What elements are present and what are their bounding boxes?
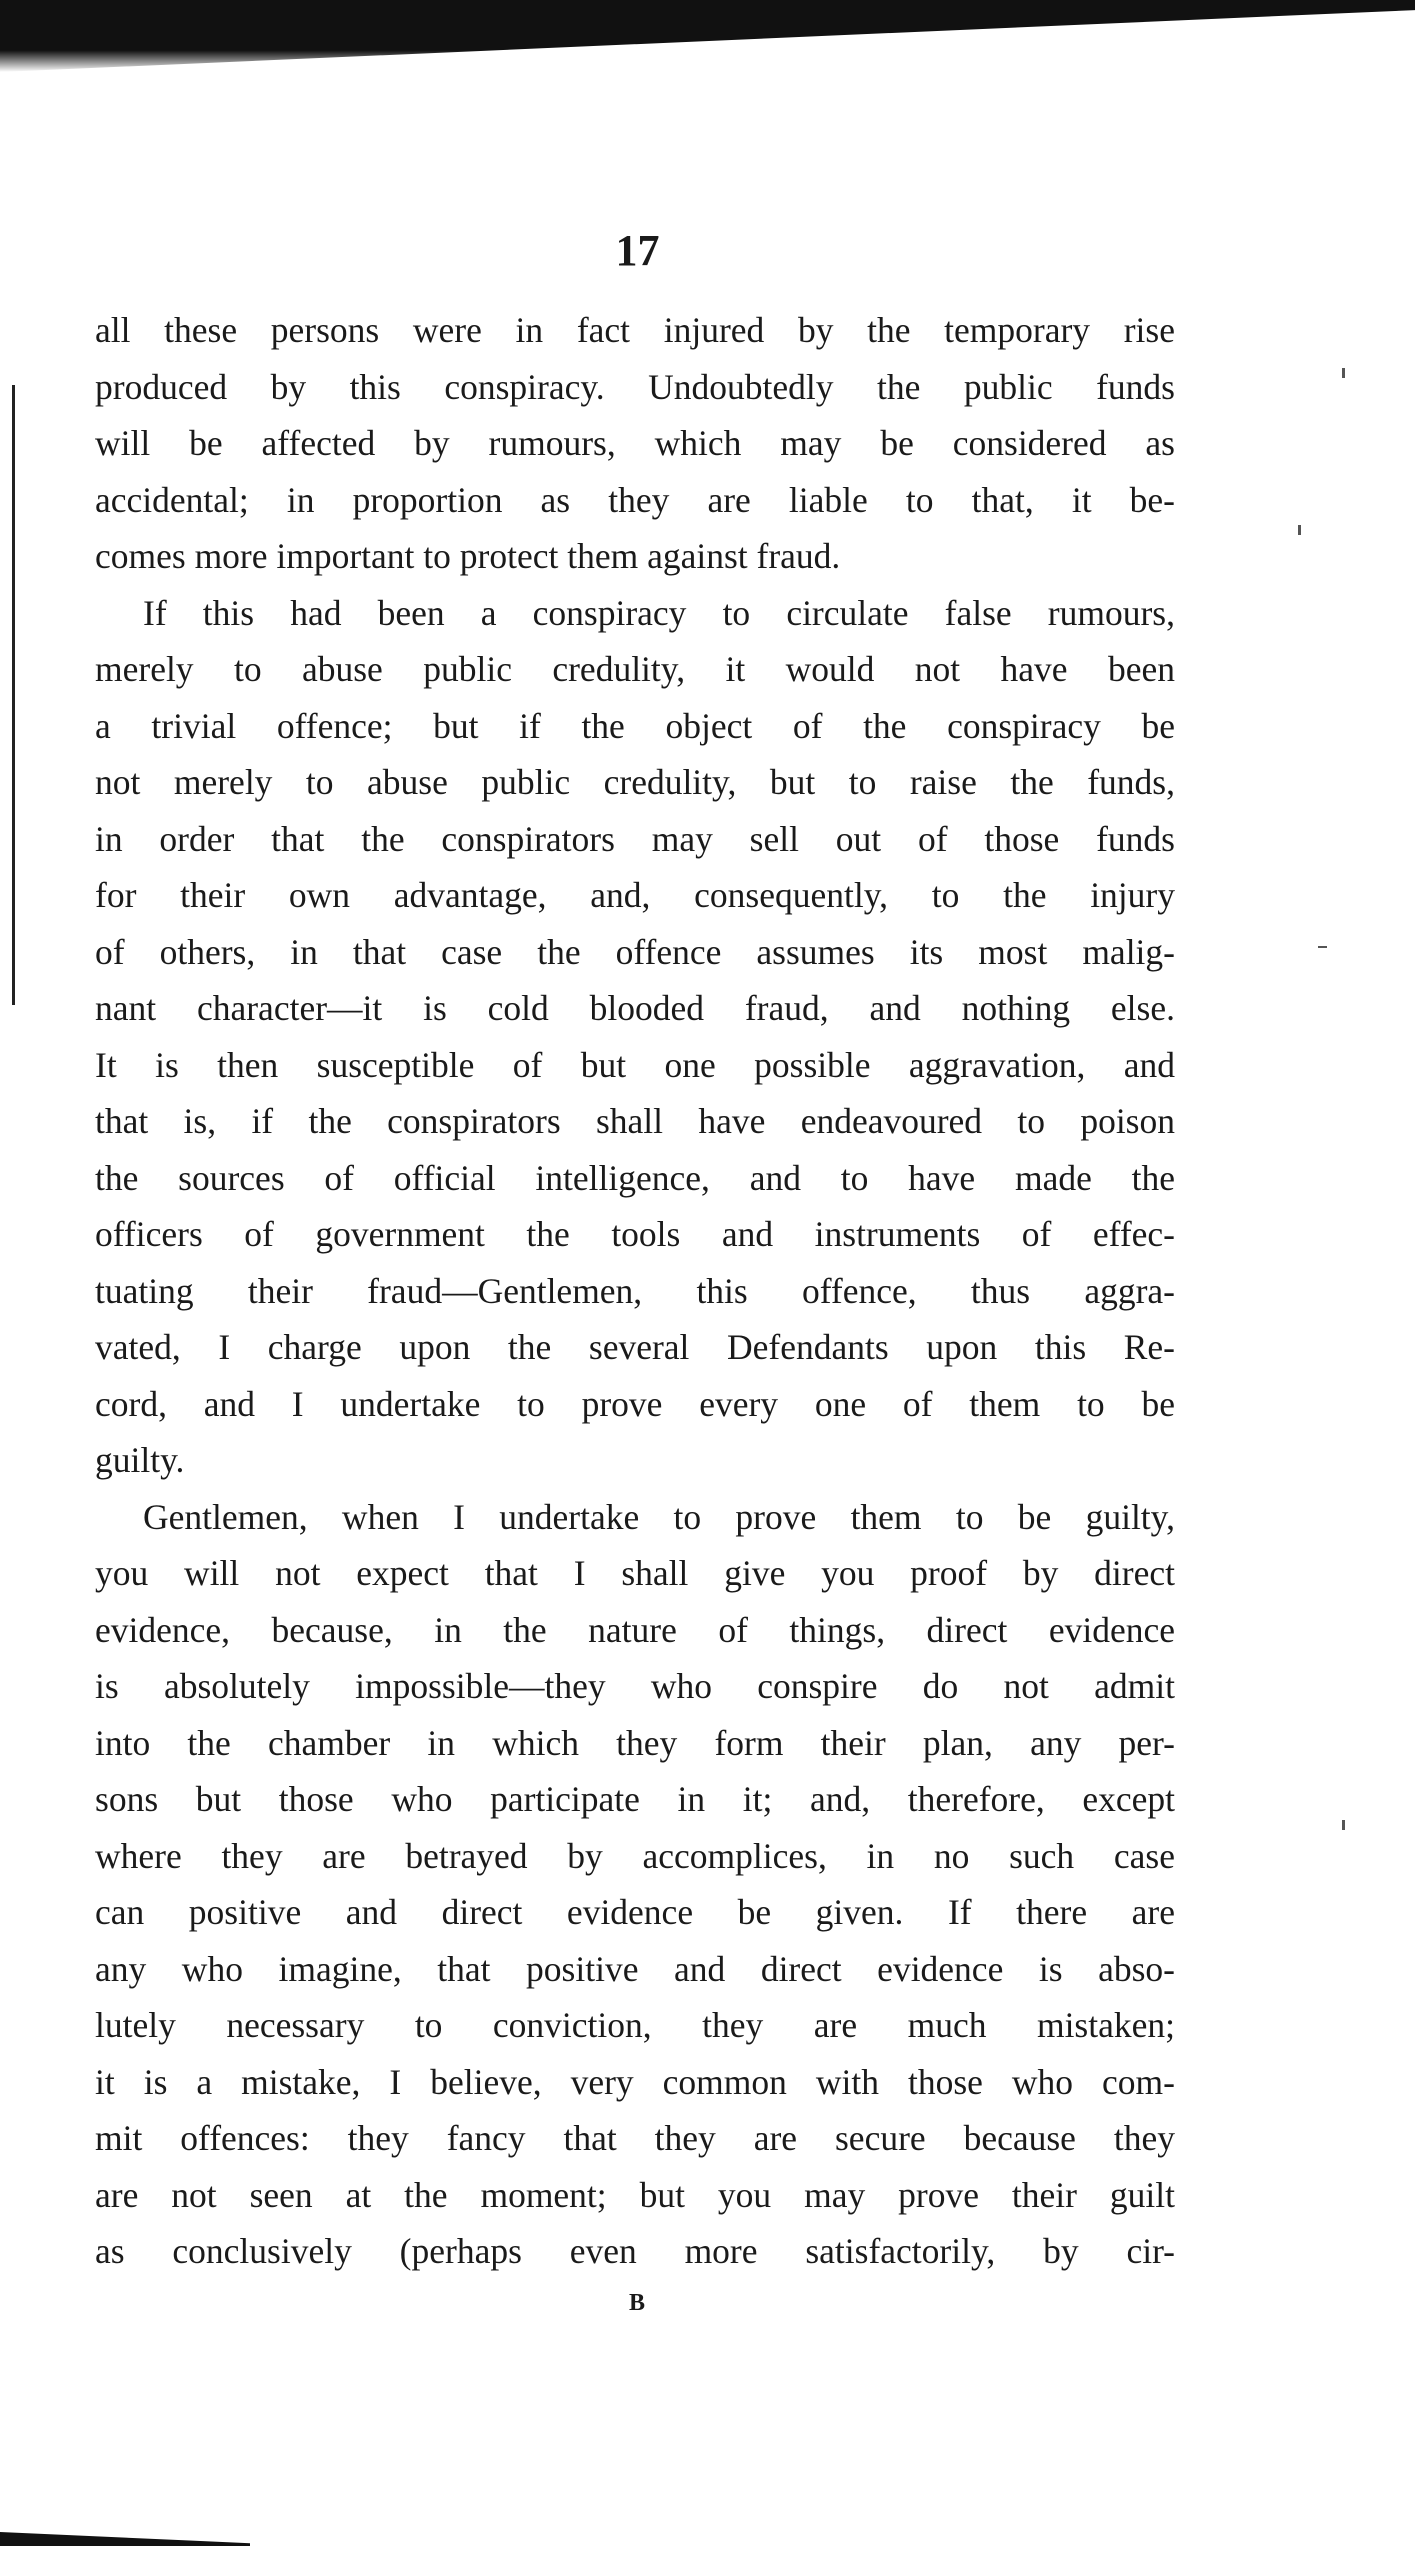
text-line: lutely necessary to conviction, they are much mistaken; (95, 2005, 1175, 2045)
text-line: of others, in that case the offence assumes its most malig- (95, 931, 1175, 972)
text-line: any who imagine, that positive and direct evidence is abso- (95, 1948, 1175, 1989)
text-line: that is, if the conspirators shall have endeavoured to poison (95, 1101, 1175, 1141)
text-line: vated, I charge upon the several Defendants upon this Re- (95, 1327, 1175, 1367)
text-line: will be affected by rumours, which may be considered as (95, 423, 1175, 463)
scan-speck (1298, 525, 1301, 535)
text-line: comes more important to protect them against fraud. (95, 536, 841, 576)
text-line: into the chamber in which they form their plan, any per- (95, 1722, 1175, 1763)
text-line: It is then susceptible of but one possible aggravation, and (95, 1044, 1175, 1085)
text-line: sons but those who participate in it; and, therefore, except (95, 1779, 1175, 1819)
text-line: a trivial offence; but if the object of the conspiracy be (95, 705, 1175, 746)
text-line: guilty. (95, 1440, 185, 1480)
text-line: for their own advantage, and, consequently, to the injury (95, 875, 1175, 915)
text-line: all these persons were in fact injured by the temporary rise (95, 310, 1175, 350)
text-line: merely to abuse public credulity, it would not have been (95, 649, 1175, 689)
scan-speck (1318, 946, 1327, 948)
text-line: cord, and I undertake to prove every one of them to be (95, 1383, 1175, 1424)
text-line: in order that the conspirators may sell out of those funds (95, 818, 1175, 859)
text-line: it is a mistake, I believe, very common with those who com- (95, 2061, 1175, 2102)
text-line: accidental; in proportion as they are liable to that, it be- (95, 479, 1175, 520)
text-line: the sources of official intelligence, and to have made the (95, 1157, 1175, 1198)
text-line: If this had been a conspiracy to circulate false rumours, (143, 592, 1175, 633)
text-line: not merely to abuse public credulity, but to raise the funds, (95, 762, 1175, 802)
text-line: is absolutely impossible—they who conspire do not admit (95, 1666, 1175, 1706)
text-line: nant character—it is cold blooded fraud, and nothing else. (95, 988, 1175, 1028)
scan-top-border (0, 0, 1415, 72)
text-line: mit offences: they fancy that they are secure because they (95, 2118, 1175, 2158)
scan-speck (1342, 368, 1345, 378)
text-line: Gentlemen, when I undertake to prove them to be guilty, (143, 1496, 1175, 1537)
text-line: you will not expect that I shall give you proof by direct (95, 1553, 1175, 1593)
text-line: as conclusively (perhaps even more satisfactorily, by cir- (95, 2231, 1175, 2271)
body-text (95, 302, 1175, 2280)
text-line: officers of government the tools and instruments of effec- (95, 1214, 1175, 1254)
scan-bottom-border (0, 2532, 250, 2546)
text-line: where they are betrayed by accomplices, in no such case (95, 1835, 1175, 1876)
scan-margin-line (12, 385, 15, 1005)
text-line: are not seen at the moment; but you may prove their guilt (95, 2174, 1175, 2215)
text-line: produced by this conspiracy. Undoubtedly the public funds (95, 366, 1175, 407)
scan-speck (1342, 1820, 1345, 1830)
text-line: tuating their fraud—Gentlemen, this offence, thus aggra- (95, 1270, 1175, 1311)
page-number: 17 (615, 226, 660, 275)
signature-mark: B (628, 2290, 646, 2316)
text-line: can positive and direct evidence be given. If there are (95, 1892, 1175, 1932)
text-line: evidence, because, in the nature of things, direct evidence (95, 1609, 1175, 1650)
